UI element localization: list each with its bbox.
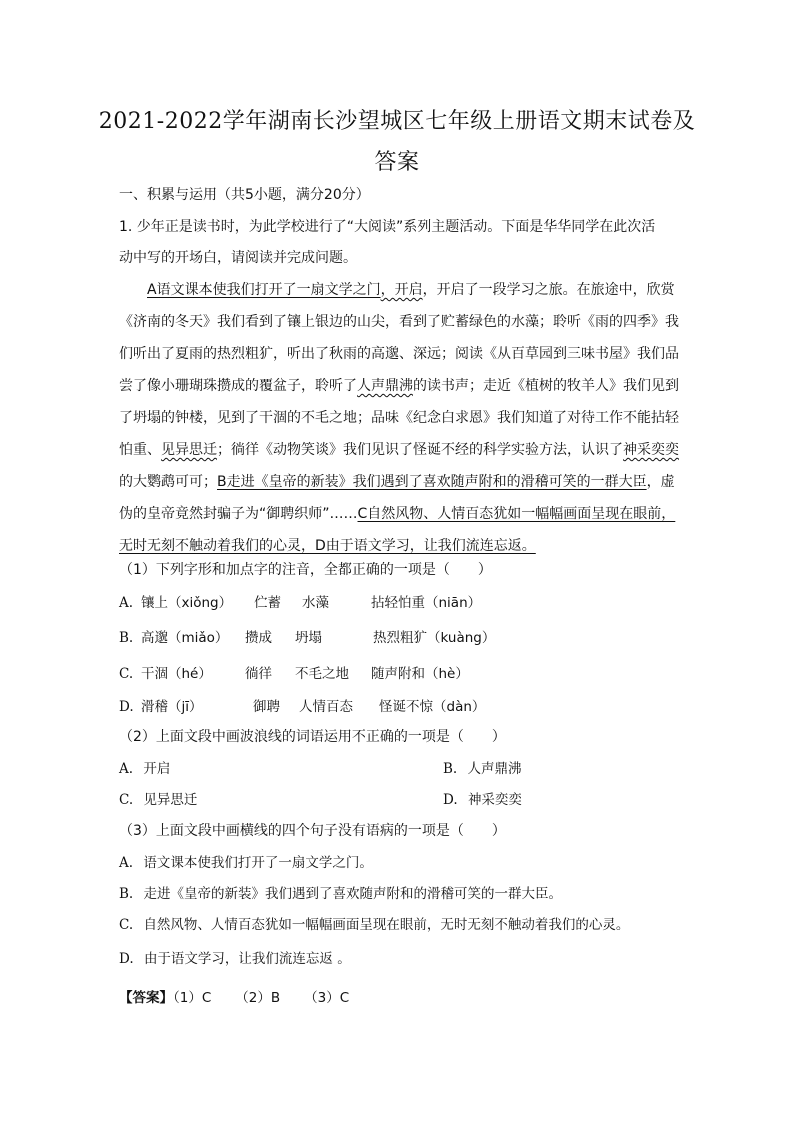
- option-item: 水藻: [302, 595, 329, 611]
- option-letter: D.: [443, 792, 458, 808]
- wavy-word-shencaiyiyi: 神采奕奕: [623, 442, 679, 458]
- option-letter: A.: [119, 761, 134, 777]
- sub2-option-a: [119, 760, 170, 778]
- passage-text: 的大鹦鹉可可；: [119, 474, 217, 490]
- option-letter: C.: [119, 917, 134, 933]
- sub2-option-b: [443, 760, 522, 778]
- option-text: 由于语文学习，让我们流连忘返 。: [143, 951, 351, 967]
- sub3-option-a: [119, 854, 373, 872]
- answer-3: （3）C: [304, 990, 350, 1006]
- sub2-option-c: [119, 791, 197, 809]
- option-item: 滑稽（jī）: [141, 699, 203, 715]
- underlined-sentence-cd: C自然风物、人情百态犹如一幅幅画面呈现在眼前，无时无刻不触动着我们的心灵，D由于语文学习，让我们流连忘返。: [119, 506, 676, 554]
- answer-1: （1）C: [173, 990, 212, 1006]
- sub1-option-c: [119, 665, 469, 683]
- document-title-line1: 2021-2022学年湖南长沙望城区七年级上册语文期末试卷及: [98, 109, 696, 134]
- option-item: 高邈（miǎo）: [141, 630, 229, 646]
- sub-question-1-stem: （1）下列字形和加点字的注音，全都正确的一项是（ ）: [119, 562, 492, 578]
- option-letter: B.: [443, 761, 458, 777]
- wavy-word-renshengdingfei: 人声鼎沸: [357, 378, 413, 394]
- option-letter: A.: [119, 855, 134, 871]
- option-item: 人情百态: [299, 699, 353, 715]
- section-heading: 一、积累与运用（共5小题，满分20分）: [119, 187, 370, 203]
- option-item: 拈轻怕重（niān）: [371, 595, 482, 611]
- underlined-sentence-a: A语文课本使我们打开了一扇文学之门: [147, 282, 381, 298]
- option-text: 人声鼎沸: [467, 761, 522, 777]
- passage-text: ，开启了一段学习之旅。在旅途中，欣赏《济南的冬天》我们看到了镶上银边的山尖，看到了贮蓄绿色的水藻；聆听《雨的四季》我们听出了夏雨的热烈粗犷，听出了秋雨的高邈、深远；阅读《从百草园到三味书屋》我们品尝了像小珊瑚珠攒成的覆盆子，聆听了: [119, 282, 679, 394]
- sub1-option-b: [119, 629, 496, 647]
- option-item: 镶上（xiǒng）: [141, 595, 233, 611]
- underlined-sentence-b: B走进《皇帝的新装》我们遇到了喜欢随声附和的滑稽可笑的一群大臣: [217, 474, 647, 490]
- option-item: 热烈粗犷（kuàng）: [373, 630, 496, 646]
- reading-passage: [119, 274, 679, 562]
- sub1-option-a: [119, 594, 482, 612]
- option-text: 走进《皇帝的新装》我们遇到了喜欢随声附和的滑稽可笑的一群大臣。: [143, 886, 563, 902]
- answer-2: （2）B: [235, 990, 281, 1006]
- option-letter: A.: [119, 595, 134, 611]
- option-letter: C.: [119, 792, 134, 808]
- option-text: 见异思迁: [143, 792, 198, 808]
- option-letter: B.: [119, 630, 134, 646]
- option-letter: D.: [119, 951, 134, 967]
- answer-line: [119, 989, 349, 1007]
- option-item: 不毛之地: [295, 666, 349, 682]
- sub-question-2-stem: （2）上面文段中画波浪线的词语运用不正确的一项是（ ）: [119, 729, 506, 745]
- passage-text: ；徜徉《动物笑谈》我们见识了怪诞不经的科学实验方法，认识了: [217, 442, 623, 458]
- sub3-option-b: [119, 885, 562, 903]
- option-item: 攒成: [245, 630, 272, 646]
- option-text: 开启: [143, 761, 171, 777]
- option-letter: C.: [119, 666, 134, 682]
- sub3-option-c: [119, 916, 629, 934]
- question-1-intro-line1: 1. 少年正是读书时，为此学校进行了“大阅读”系列主题活动。下面是华华同学在此次活: [119, 219, 656, 235]
- option-letter: D.: [119, 699, 134, 715]
- option-item: 坍塌: [295, 630, 322, 646]
- question-1-intro-line2: 动中写的开场白，请阅读并完成问题。: [119, 250, 357, 266]
- option-item: 御聘: [253, 699, 280, 715]
- option-letter: B.: [119, 886, 134, 902]
- option-item: 怪诞不惊（dàn）: [379, 699, 486, 715]
- option-item: 干涸（hé）: [141, 666, 212, 682]
- option-item: 随声附和（hè）: [371, 666, 469, 682]
- option-item: 徜徉: [245, 666, 272, 682]
- sub3-option-d: [119, 950, 351, 968]
- option-text: 自然风物、人情百态犹如一幅幅画面呈现在眼前，无时无刻不触动着我们的心灵。: [143, 917, 630, 933]
- answer-label: 【答案】: [119, 990, 173, 1006]
- passage-text: 的读书声；走近《植树的牧羊人》我们见到了坍塌的钟楼，见到了干涸的不毛之地；品味《纪念白求恩》我们知道了对待工作不能拈轻怕重、: [119, 378, 679, 458]
- document-title-line2: 答案: [374, 150, 420, 175]
- option-text: 神采奕奕: [467, 792, 522, 808]
- wavy-word-kaiqi: ，开启: [380, 282, 423, 298]
- sub2-option-d: [443, 791, 522, 809]
- sub1-option-d: [119, 698, 486, 716]
- sub-question-3-stem: （3）上面文段中画横线的四个句子没有语病的一项是（ ）: [119, 823, 506, 839]
- option-text: 语文课本使我们打开了一扇文学之门。: [143, 855, 373, 871]
- passage-text: ，虚伪的皇帝竟然封骗子为“御聘织师”……: [119, 474, 675, 522]
- wavy-word-jianyisiqian: 见异思迁: [161, 442, 217, 458]
- option-item: 伫蓄: [254, 595, 281, 611]
